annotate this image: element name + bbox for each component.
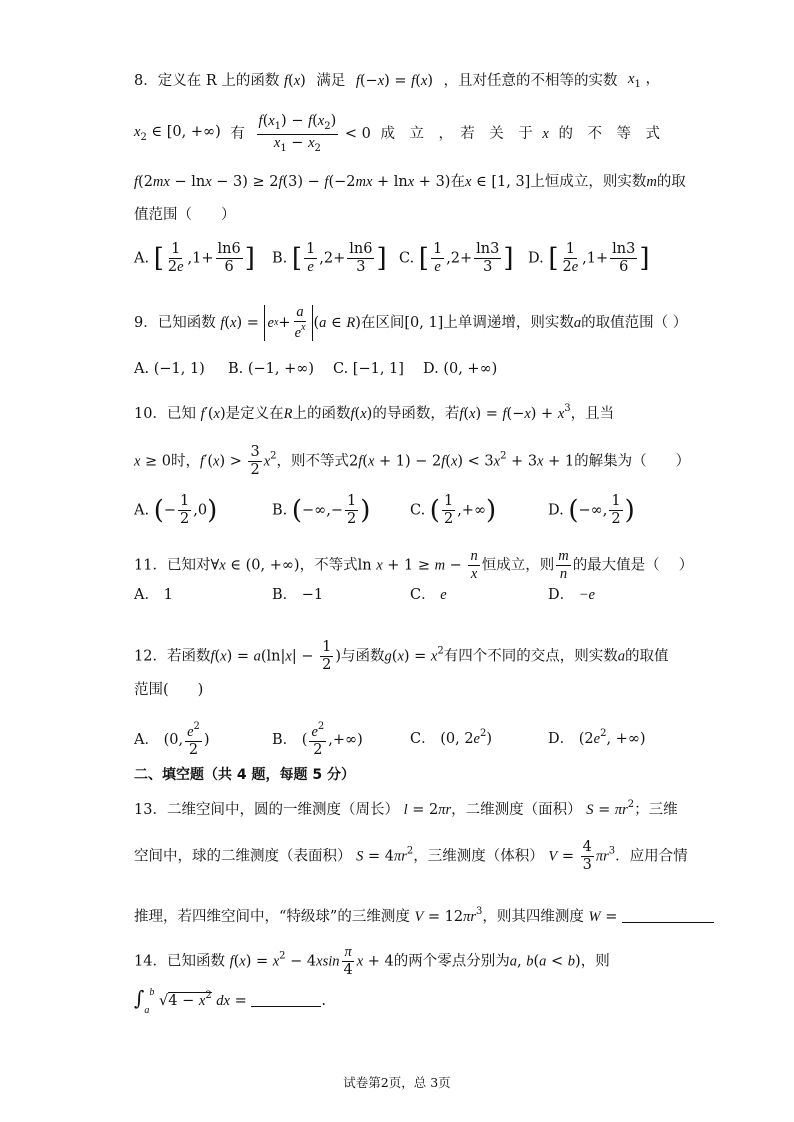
q14-line1: 14．已知函数 $f(x) = x^2 - 4xsin$ $\frac{\pi}{4}$ x + 4的两个零点分别为a, b(a < b)，则 bbox=[134, 944, 610, 979]
q8-option-d: D. [ $\frac{1}{2e}$ ,1+ $\frac{\ln 3}{6}$ ] bbox=[528, 241, 650, 276]
q10-option-c: C. ( $\frac{1}{2}$ ,+∞) bbox=[410, 493, 497, 528]
q12-option-d: D． ($2e^2$, +∞) bbox=[548, 728, 646, 747]
q13-line3: 推理，若四维空间中，“特级球”的三维测度 $V = 12\pi r^3$，则其四维测度 W = bbox=[134, 907, 714, 925]
q9-option-a: A. (−1, 1) bbox=[134, 361, 205, 377]
q10-line1: 10．已知 f′(x)是定义在R上的函数f(x)的导函数，若$f(x) = f(-x) + x^3$，且当 bbox=[134, 403, 615, 422]
q9-option-c: C. [−1, 1] bbox=[333, 361, 404, 377]
q11-option-a: A． 1 bbox=[134, 587, 173, 603]
q11-option-b: B． −1 bbox=[272, 587, 324, 603]
q12-line2: 范围( ) bbox=[134, 682, 204, 698]
q12-option-b: B． ( $\frac{e^2}{2}$ ,+∞) bbox=[272, 721, 363, 759]
q8-line3: f(2mx − lnx − 3) ≥ 2f(3) − f(−2mx + lnx + 3)在x ∈ [1, 3]上恒成立，则实数m的取 bbox=[134, 174, 686, 190]
q10-line2: x ≥ 0时，f′(x) > $\frac{3}{2}$ $x^2$，则不等式$2f(x + 1) - 2f(x) < 3x^2 + 3x + 1$的解集为（ ） bbox=[134, 444, 691, 479]
q9-line1: 9．已知函数 f(x) = e x + $\frac{a}{e^x}$ (a ∈ R)在区间[0, 1]上单调递增，则实数a的取值范围（ ） bbox=[134, 304, 688, 342]
q14-answer-blank[interactable] bbox=[251, 1006, 321, 1007]
q11-option-d: D． −e bbox=[548, 587, 595, 603]
q8-line2: $x_2$ ∈ [0, +∞) 有 $\frac{f(x_1) - f(x_2)}{x_1 - x_2}$ < 0 成 立 ， 若 关 于 x 的 不 等 式 bbox=[134, 113, 660, 154]
q10-option-a: A. (− $\frac{1}{2}$ ,0) bbox=[134, 493, 218, 528]
q8-option-c: C. [ $\frac{1}{e}$ ,2+ $\frac{\ln 3}{3}$ ] bbox=[399, 241, 514, 276]
page-footer: 试卷第2页，总 3页 bbox=[343, 1075, 451, 1090]
section-heading: 二、填空题（共 4 题，每题 5 分） bbox=[134, 767, 355, 783]
q13-line1: 13．二维空间中，圆的一维测度（周长） l = 2πr，二维测度（面积） $S = \pi r^2$；三维 bbox=[134, 799, 678, 818]
q8-option-a: A. [ $\frac{1}{2e}$ ,1+ $\frac{\ln 6}{6}$ ] bbox=[134, 241, 255, 276]
q13-line2: 空间中，球的二维测度（表面积） $S = 4\pi r^2$，三维测度（体积） V = $\frac{4}{3}$ $\pi r^3$．应用合情 bbox=[134, 839, 688, 874]
q14-line2: $\int_a^b$ $√4 - x^2$ dx = . bbox=[134, 986, 326, 1016]
q10-option-b: B. (−∞,− $\frac{1}{2}$ ) bbox=[272, 493, 371, 528]
q9-option-b: B. (−1, +∞) bbox=[228, 361, 315, 377]
q12-option-c: C． (0, $2e^2$) bbox=[410, 728, 493, 747]
q12-line1: 12．若函数f(x) = a(ln|x| − $\frac{1}{2}$ )与函数$g(x) = x^2$有四个不同的交点，则实数a的取值 bbox=[134, 639, 669, 674]
q10-option-d: D. (−∞, $\frac{1}{2}$ ) bbox=[548, 493, 635, 528]
q8-option-b: B. [ $\frac{1}{e}$ ,2+ $\frac{\ln 6}{3}$ ] bbox=[272, 241, 387, 276]
q8-line4: 值范围（ ） bbox=[134, 207, 236, 223]
q13-answer-blank[interactable] bbox=[622, 922, 714, 923]
q9-option-d: D. (0, +∞) bbox=[423, 361, 498, 377]
q12-option-a: A． (0, $\frac{e^2}{2}$ ) bbox=[134, 721, 210, 759]
q11-option-c: C． e bbox=[410, 587, 447, 603]
q11-line1: 11．已知对∀x ∈ (0, +∞)，不等式ln x + 1 ≥ m − $\frac{n}{x}$ 恒成立，则 $\frac{m}{n}$ 的最大值是（ ） bbox=[134, 548, 694, 583]
q8-line1: 8．定义在 R 上的函数 f(x) 满足 f(−x) = f(x) ，且对任意的不相等的实数 $x_1$ ， bbox=[134, 71, 660, 90]
